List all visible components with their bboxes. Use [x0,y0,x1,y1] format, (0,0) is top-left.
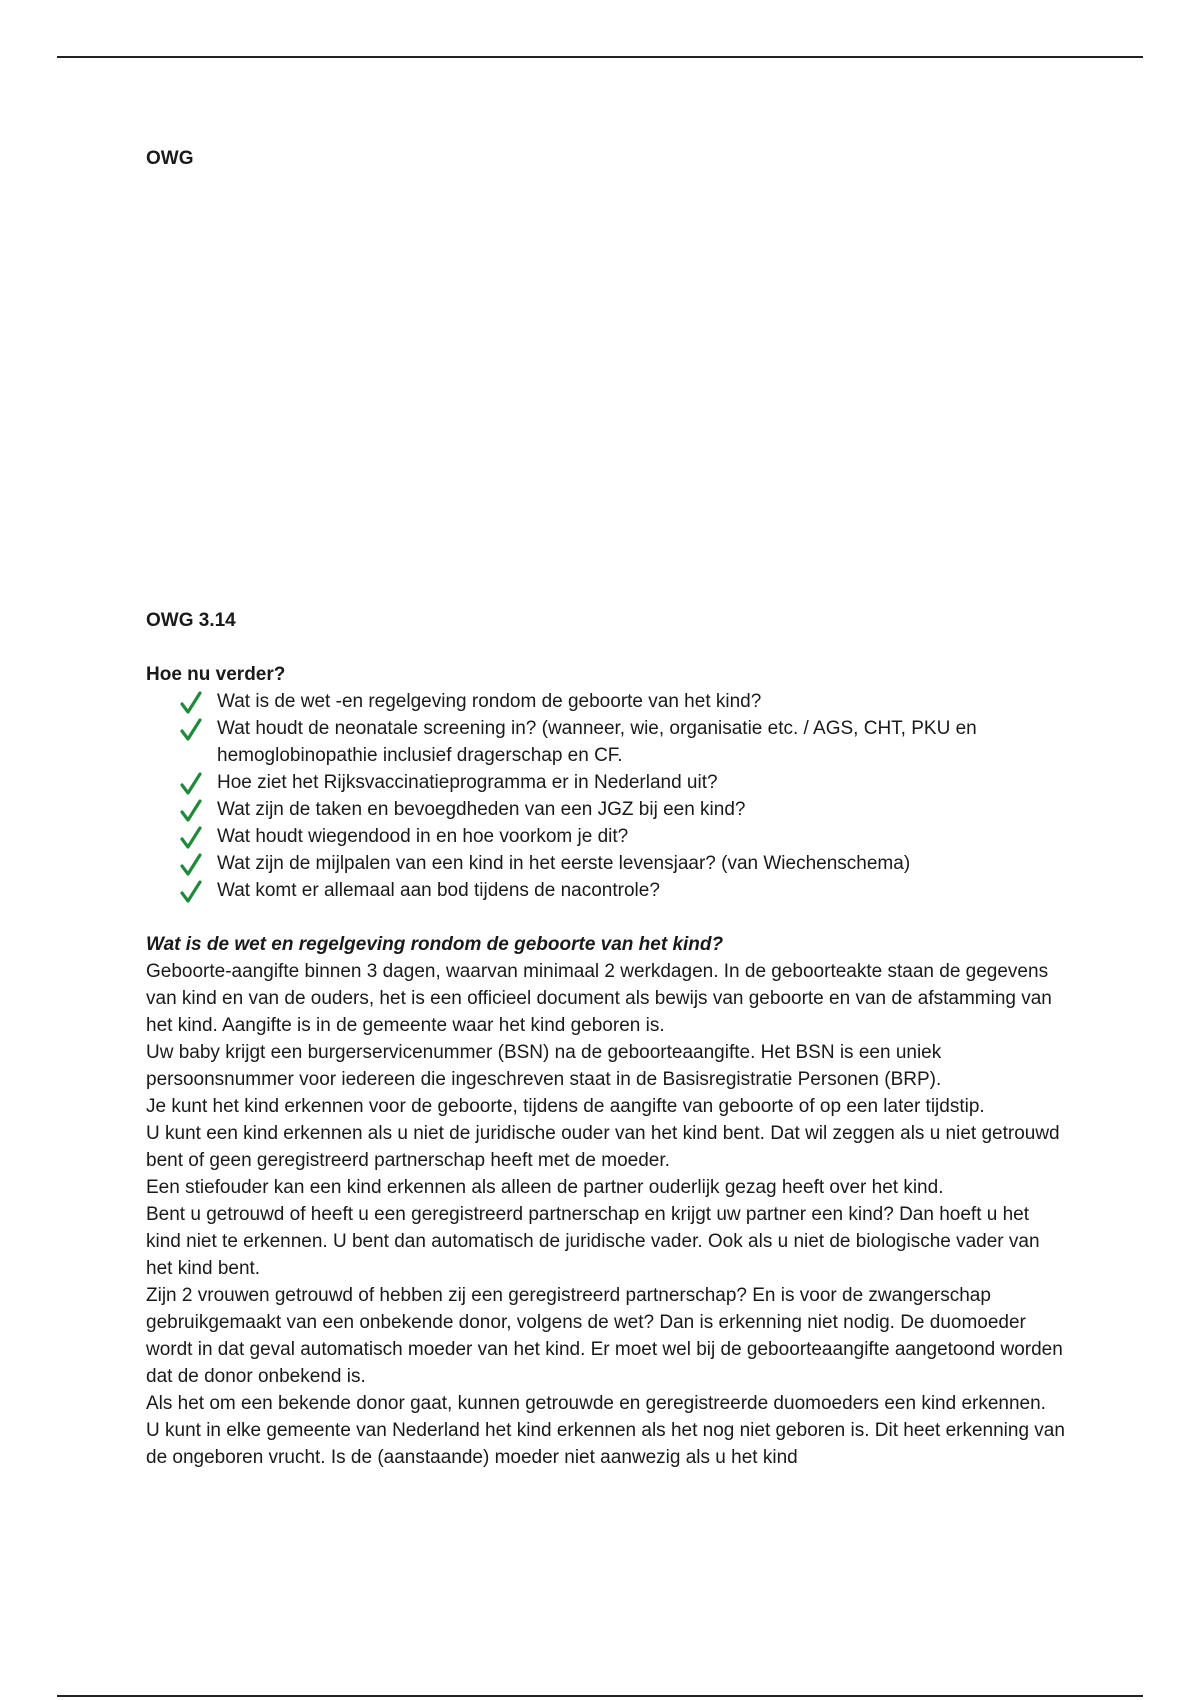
checklist-item-text: Wat houdt de neonatale screening in? (wanneer, wie, organisatie etc. / AGS, CHT, PKU en hemoglobinopathie inclusief dragerschap en CF. [217,718,977,766]
paragraph: U kunt in elke gemeente van Nederland het kind erkennen als het nog niet geboren is. Dit heet erkenning van de ongeboren vrucht. Is de (aanstaande) moeder niet aanwezig als u het kind [146,1420,1065,1468]
top-divider [57,56,1143,58]
paragraph: Bent u getrouwd of heeft u een geregistreerd partnerschap en krijgt uw partner een kind? Dan hoeft u het kind niet te erkennen. U bent dan automatisch de juridische vader. Ook als u niet de biologische vader van het kind bent. [146,1204,1040,1279]
checklist-item [146,688,1066,715]
checkmark-icon [180,718,202,742]
question-checklist [146,688,1066,904]
checklist-item-text: Wat is de wet -en regelgeving rondom de geboorte van het kind? [217,691,762,712]
checklist-item-text: Wat houdt wiegendood in en hoe voorkom je dit? [217,826,629,847]
checkmark-icon [180,826,202,850]
checkmark-icon [180,880,202,904]
question-heading: Wat is de wet en regelgeving rondom de geboorte van het kind? [146,934,724,955]
checkmark-icon [180,691,202,715]
checklist-item-text: Wat zijn de mijlpalen van een kind in het eerste levensjaar? (van Wiechenschema) [217,853,911,874]
paragraph: Geboorte-aangifte binnen 3 dagen, waarvan minimaal 2 werkdagen. In de geboorteakte staan de gegevens van kind en van de ouders, het is een officieel document als bewijs van geboorte en van de afstamming van het kind. Aangifte is in de gemeente waar het kind geboren is. [146,961,1052,1036]
checklist-item [146,769,1066,796]
checkmark-icon [180,772,202,796]
checklist-item-text: Wat zijn de taken en bevoegdheden van een JGZ bij een kind? [217,799,746,820]
checklist-item [146,715,1066,769]
checkmark-icon [180,853,202,877]
paragraph: Zijn 2 vrouwen getrouwd of hebben zij een geregistreerd partnerschap? En is voor de zwangerschap gebruikgemaakt van een onbekende donor, volgens de wet? Dan is erkenning niet nodig. De duomoeder wordt in dat geval automatisch moeder van het kind. Er moet wel bij de geboorteaangifte aangetoond worden dat de donor onbekend is. [146,1285,1063,1387]
checklist-item-text: Wat komt er allemaal aan bod tijdens de nacontrole? [217,880,660,901]
section-title: OWG 3.14 [146,610,236,631]
paragraph: U kunt een kind erkennen als u niet de juridische ouder van het kind bent. Dat wil zeggen als u niet getrouwd bent of geen geregistreerd partnerschap heeft met de moeder. [146,1123,1060,1171]
checklist-item [146,796,1066,823]
paragraph: Als het om een bekende donor gaat, kunnen getrouwde en geregistreerde duomoeders een kind erkennen. [146,1393,1046,1414]
checkmark-icon [180,799,202,823]
checklist-item [146,823,1066,850]
paragraph: Je kunt het kind erkennen voor de geboorte, tijdens de aangifte van geboorte of op een later tijdstip. [146,1096,985,1117]
bottom-divider [57,1695,1143,1697]
checklist-heading: Hoe nu verder? [146,664,286,685]
paragraph: Uw baby krijgt een burgerservicenummer (BSN) na de geboorteaangifte. Het BSN is een uniek persoonsnummer voor iedereen die ingeschreven staat in de Basisregistratie Personen (BRP). [146,1042,942,1090]
document-body [146,607,1066,1471]
checklist-item [146,850,1066,877]
checklist-item-text: Hoe ziet het Rijksvaccinatieprogramma er in Nederland uit? [217,772,718,793]
checklist-item [146,877,1066,904]
paragraph: Een stiefouder kan een kind erkennen als alleen de partner ouderlijk gezag heeft over het kind. [146,1177,944,1198]
document-title: OWG [146,148,194,169]
